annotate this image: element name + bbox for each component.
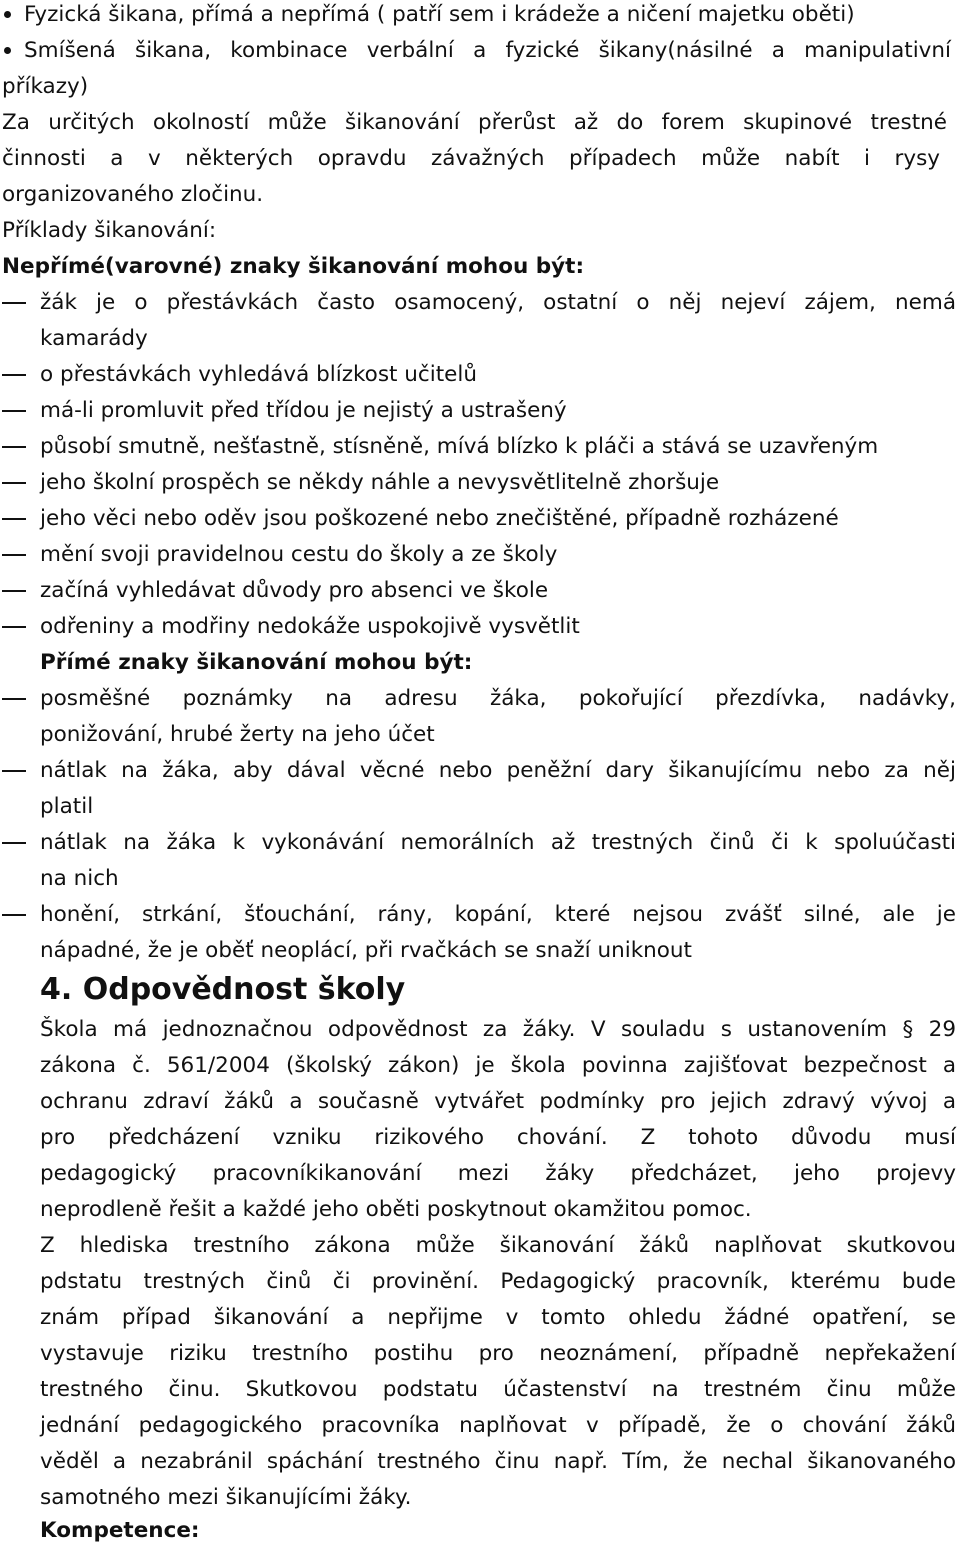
bullet-item: Fyzická šikana, přímá a nepřímá ( patří sem i krádeže a ničení majetku oběti)	[24, 2, 855, 27]
list-item: nátlak na žáka k vykonávání nemorálních až trestných činů či k spoluúčasti	[40, 830, 956, 855]
dash-icon	[2, 842, 26, 844]
section-heading: 4. Odpovědnost školy	[40, 972, 406, 1007]
bullet-continuation: příkazy)	[2, 74, 89, 99]
dash-icon	[2, 770, 26, 772]
paragraph-line: ochranu zdraví žáků a současně vytvářet podmínky pro jejich zdravý vývoj a	[40, 1089, 956, 1114]
paragraph-line: věděl a nezabránil spáchání trestného činu např. Tím, že nechal šikanovaného	[40, 1449, 956, 1474]
dash-icon	[2, 374, 26, 376]
paragraph-line: jednání pedagogického pracovníka naplňovat v případě, že o chování žáků	[40, 1413, 956, 1438]
direct-signs-heading: Přímé znaky šikanování mohou být:	[40, 650, 473, 675]
dash-icon	[2, 554, 26, 556]
paragraph-line: neprodleně řešit a každé jeho oběti poskytnout okamžitou pomoc.	[40, 1197, 752, 1222]
list-item: odřeniny a modřiny nedokáže uspokojivě vysvětlit	[40, 614, 580, 639]
bullet-dot-icon	[4, 11, 11, 18]
competence-label: Kompetence:	[40, 1518, 200, 1543]
dash-icon	[2, 518, 26, 520]
indirect-signs-heading: Nepřímé(varovné) znaky šikanování mohou být:	[2, 254, 585, 279]
dash-icon	[2, 626, 26, 628]
list-item: honění, strkání, šťouchání, rány, kopání, které nejsou zvášť silné, ale je	[40, 902, 956, 927]
paragraph-line: zákona č. 561/2004 (školský zákon) je škola povinna zajišťovat bezpečnost a	[40, 1053, 956, 1078]
list-item: mění svoji pravidelnou cestu do školy a ze školy	[40, 542, 558, 567]
list-item-continuation: na nich	[40, 866, 119, 891]
dash-icon	[2, 302, 26, 304]
list-item: nátlak na žáka, aby dával věcné nebo peněžní dary šikanujícímu nebo za něj	[40, 758, 956, 783]
paragraph-line: činnosti a v některých opravdu závažných případech může nabít i rysy	[2, 146, 940, 171]
list-item: o přestávkách vyhledává blízkost učitelů	[40, 362, 477, 387]
paragraph-line: Za určitých okolností může šikanování přerůst až do forem skupinové trestné	[2, 110, 947, 135]
bullet-item: Smíšená šikana, kombinace verbální a fyzické šikany(násilné a manipulativní	[24, 38, 951, 63]
paragraph-line: trestného činu. Skutkovou podstatu účastenství na trestném činu může	[40, 1377, 956, 1402]
dash-icon	[2, 482, 26, 484]
list-item-continuation: nápadné, že je oběť neoplácí, při rvačkách se snaží uniknout	[40, 938, 692, 963]
list-item-continuation: platil	[40, 794, 94, 819]
list-item: posměšné poznámky na adresu žáka, pokořující přezdívka, nadávky,	[40, 686, 956, 711]
list-item: má-li promluvit před třídou je nejistý a ustrašený	[40, 398, 567, 423]
dash-icon	[2, 446, 26, 448]
dash-icon	[2, 410, 26, 412]
paragraph-line: pedagogický pracovníkikanování mezi žáky předcházet, jeho projevy	[40, 1161, 956, 1186]
paragraph-line: Škola má jednoznačnou odpovědnost za žáky. V souladu s ustanovením § 29	[40, 1017, 956, 1042]
list-item: působí smutně, nešťastně, stísněně, mívá blízko k pláči a stává se uzavřeným	[40, 434, 879, 459]
bullet-dot-icon	[4, 47, 11, 54]
paragraph-line: pro předcházení vzniku rizikového chování. Z tohoto důvodu musí	[40, 1125, 956, 1150]
list-item: žák je o přestávkách často osamocený, ostatní o něj nejeví zájem, nemá	[40, 290, 956, 315]
paragraph-line: Z hlediska trestního zákona může šikanování žáků naplňovat skutkovou	[40, 1233, 956, 1258]
paragraph-line: vystavuje riziku trestního postihu pro neoznámení, případně nepřekažení	[40, 1341, 956, 1366]
dash-icon	[2, 590, 26, 592]
list-item-continuation: ponižování, hrubé žerty na jeho účet	[40, 722, 435, 747]
paragraph-line: organizovaného zločinu.	[2, 182, 264, 207]
dash-icon	[2, 698, 26, 700]
examples-label: Příklady šikanování:	[2, 218, 217, 243]
paragraph-line: pdstatu trestných činů či provinění. Pedagogický pracovník, kterému bude	[40, 1269, 956, 1294]
list-item: jeho školní prospěch se někdy náhle a nevysvětlitelně zhoršuje	[40, 470, 720, 495]
list-item-continuation: kamarády	[40, 326, 148, 351]
list-item: jeho věci nebo oděv jsou poškozené nebo znečištěné, případně rozházené	[40, 506, 839, 531]
paragraph-line: znám případ šikanování a nepřijme v tomto ohledu žádné opatření, se	[40, 1305, 956, 1330]
list-item: začíná vyhledávat důvody pro absenci ve škole	[40, 578, 549, 603]
dash-icon	[2, 914, 26, 916]
paragraph-line: samotného mezi šikanujícími žáky.	[40, 1485, 412, 1510]
